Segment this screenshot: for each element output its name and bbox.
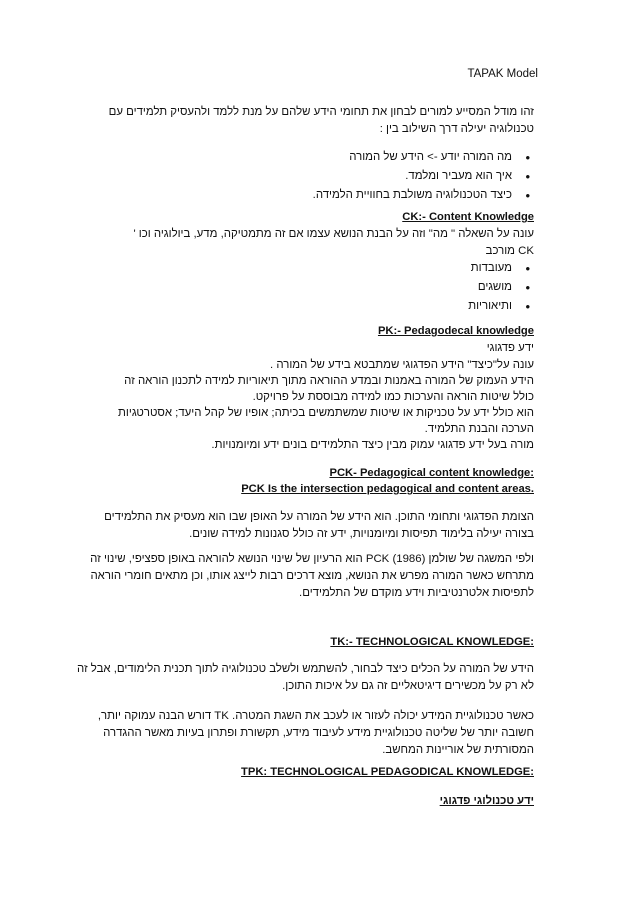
intro-line-1: זהו מודל המסייע למורים לבחון את תחומי הידע שלהם על מנת ללמד ולהעסיק תלמידים עם	[108, 106, 534, 118]
pck-para2-line-2: מתרחש כאשר המורה מפרש את הנושא, מוצא דרכים רבות לייצג אותו, וכן מתאים חומרי הוראה	[90, 570, 534, 582]
tk-para1-line-1: הידע של המורה על הכלים כיצד לבחור, להשתמש ולשלב טכנולוגיה לתוך תכנית הלימודים, אבל זה	[76, 663, 534, 675]
ck-heading: CK:- Content Knowledge	[402, 211, 534, 223]
pck-subheading: PCK Is the intersection pedagogical and content areas.	[241, 483, 534, 495]
tpk-subheading: ידע טכנולוגי פדגוגי	[439, 795, 534, 807]
list-item: • מעובדות	[468, 259, 530, 278]
pck-heading: PCK- Pedagogical content knowledge:	[329, 467, 534, 479]
tk-para2-line-2: חשובה יותר של שליטה טכנולוגיית מידע לעיבוד מידע, תקשורת ופתרון בעיות מאשר ההגדרה	[103, 727, 534, 739]
tk-para1-line-2: לא רק על מכשירים דיגיטאליים זה גם על איכות התוכן.	[282, 680, 534, 692]
pck-para2-line-3: לתפיסות אלטרנטיביות וידע מוקדם של התלמידים.	[299, 587, 534, 599]
pk-line-2: עונה על"כיצד" הידע הפדגוגי שמתבטא בידע של המורה .	[270, 359, 534, 371]
pk-line-1: ידע פדגוגי	[486, 342, 534, 354]
pck-para2-line-1: ולפי המשגה של שולמן (1986) PCK הוא הרעיון של שינוי הנושא להוראה באופן ספציפי, שינוי זה	[90, 553, 534, 565]
intro-bullet-list	[313, 148, 530, 205]
pk-line-7: מורה בעל ידע פדגוגי עמוק מבין כיצד התלמידים בונים ידע ומיומנויות.	[211, 439, 534, 451]
pck-para1-line-2: בצורה יעילה בלימוד תפיסות ומיומנויות, ידע זה כולל סגנונות למידה שונים.	[189, 528, 534, 540]
pk-line-4: כולל שיטות הוראה והערכות כמו למידה מבוססת על פרויקט.	[252, 391, 534, 403]
list-item: • מה המורה יודע -> הידע של המורה	[313, 148, 530, 167]
tk-para2-line-3: המסורתית של אוריינות המחשב.	[382, 744, 534, 756]
pk-line-3: הידע העמוק של המורה באמנות ובמדע ההוראה מתוך תיאוריות למידה לתכנון הוראה זה	[124, 375, 534, 387]
ck-line-2: CK מורכב	[485, 245, 534, 257]
list-item: • כיצד הטכנולוגיה משולבת בחוויית הלמידה.	[313, 186, 530, 205]
ck-line-1: עונה על השאלה " מה" וזה על הבנת הנושא עצמו אם זה מתמטיקה, מדע, ביולוגיה וכו '	[133, 228, 534, 240]
tpk-heading: TPK: TECHNOLOGICAL PEDAGODICAL KNOWLEDGE:	[241, 766, 534, 778]
pk-heading: PK:- Pedagodecal knowledge	[377, 325, 534, 337]
pck-para1-line-1: הצומת הפדגוגי ותחומי התוכן. הוא הידע של המורה על האופן שבו הוא מעסיק את התלמידים	[104, 511, 534, 523]
intro-line-2: טכנולוגיה יעילה דרך השילוב בין :	[379, 123, 534, 135]
list-item: • איך הוא מעביר ומלמד.	[313, 167, 530, 186]
tk-heading: TK:- TECHNOLOGICAL KNOWLEDGE:	[330, 636, 534, 648]
list-item: • מושגים	[468, 278, 530, 297]
tk-para2-line-1: כאשר טכנולוגיית המידע יכולה לעזור או לעכב את השגת המטרה. TK דורש הבנה עמוקה יותר,	[97, 710, 534, 722]
document-title: TAPAK Model	[467, 68, 538, 80]
pk-line-5: הוא כולל ידע על טכניקות או שיטות שמשתמשים בכיתה; אופיו של קהל היעד; אסטרטגיות	[118, 407, 534, 419]
pk-line-6: הערכה והבנת התלמיד.	[424, 423, 534, 435]
ck-bullet-list	[468, 259, 530, 316]
list-item: • ותיאוריות	[468, 297, 530, 316]
